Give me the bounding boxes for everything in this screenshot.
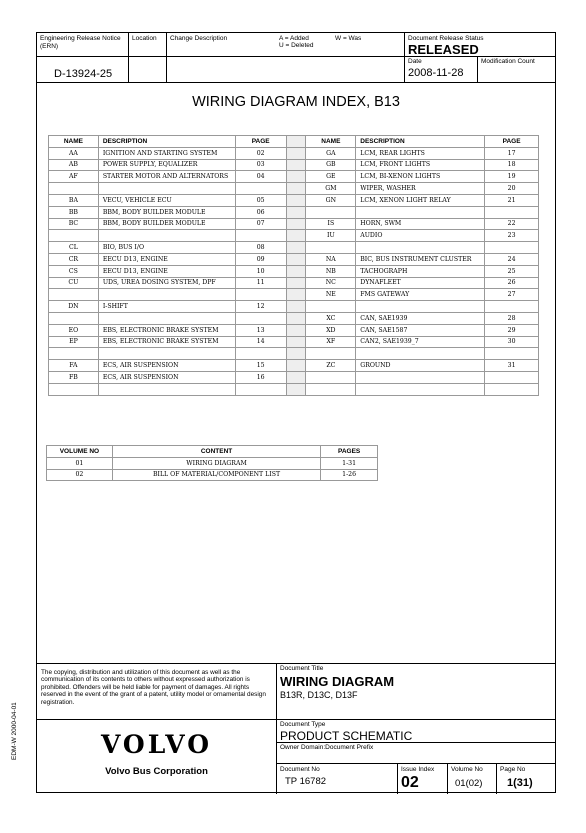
index-name-left: CL (49, 242, 99, 254)
index-page-left: 05 (235, 194, 286, 206)
index-page-left: 09 (235, 253, 286, 265)
index-table (48, 135, 539, 396)
document-type: PRODUCT SCHEMATIC (280, 729, 413, 743)
index-name-right: GA (306, 147, 356, 159)
index-name-left: CR (49, 253, 99, 265)
index-page-right: 27 (485, 289, 539, 301)
index-name-right (306, 348, 356, 360)
company-name: Volvo Bus Corporation (105, 766, 208, 777)
index-name-right: GN (306, 194, 356, 206)
index-name-left: FA (49, 360, 99, 372)
column-spacer (286, 348, 306, 360)
index-description-left: VECU, VEHICLE ECU (98, 194, 235, 206)
index-description-left: I-SHIFT (98, 301, 235, 313)
index-name-left: DN (49, 301, 99, 313)
index-page-right: 19 (485, 171, 539, 183)
index-row (49, 301, 539, 313)
column-spacer (286, 383, 306, 395)
index-name-right: NE (306, 289, 356, 301)
volume-content: BILL OF MATERIAL/COMPONENT LIST (112, 469, 320, 481)
index-page-left: 08 (235, 242, 286, 254)
index-name-right: NB (306, 265, 356, 277)
index-description-right: LCM, XENON LIGHT RELAY (356, 194, 485, 206)
index-name-left: EO (49, 324, 99, 336)
index-name-right: XC (306, 312, 356, 324)
volume-content: WIRING DIAGRAM (112, 457, 320, 469)
index-description-left (98, 312, 235, 324)
index-description-left: IGNITION AND STARTING SYSTEM (98, 147, 235, 159)
index-description-left: EBS, ELECTRONIC BRAKE SYSTEM (98, 336, 235, 348)
column-spacer (286, 301, 306, 313)
index-page-left: 10 (235, 265, 286, 277)
index-description-left: POWER SUPPLY, EQUALIZER (98, 159, 235, 171)
index-description-right: FMS GATEWAY (356, 289, 485, 301)
modification-count-label: Modification Count (481, 58, 535, 65)
index-row (49, 147, 539, 159)
change-description-label: Change Description (170, 35, 228, 42)
column-spacer (286, 289, 306, 301)
index-name-right: GB (306, 159, 356, 171)
volume-table (46, 445, 378, 481)
volume-row (47, 457, 378, 469)
index-page-left: 07 (235, 218, 286, 230)
column-spacer (286, 312, 306, 324)
volume-header-row (47, 446, 378, 458)
index-row (49, 206, 539, 218)
index-description-left (98, 348, 235, 360)
volume-row (47, 469, 378, 481)
column-spacer (286, 171, 306, 183)
index-description-right (356, 301, 485, 313)
index-name-left: FB (49, 371, 99, 383)
index-description-right: AUDIO (356, 230, 485, 242)
index-page-right: 20 (485, 183, 539, 195)
index-description-right: BIC, BUS INSTRUMENT CLUSTER (356, 253, 485, 265)
owner-domain-label: Owner Domain:Document Prefix (280, 744, 374, 751)
ern-label: Engineering Release Notice (ERN) (40, 35, 121, 50)
release-status-value: RELEASED (408, 42, 479, 57)
index-page-right: 30 (485, 336, 539, 348)
column-spacer (286, 218, 306, 230)
copyright-notice: The copying, distribution and utilization of this document as well as the communication of its contents to others without expressed authorization is prohibited. Offenders will be held liable for payment of damages. All rights reserved in the event of the grant of a patent, utility model or ornamental design registration. (41, 669, 266, 706)
index-name-right (306, 242, 356, 254)
column-spacer (286, 136, 306, 148)
index-description-left: BIO, BUS I/O (98, 242, 235, 254)
volume-no-value: 01(02) (455, 778, 483, 789)
location-label: Location (132, 35, 157, 42)
index-description-right (356, 371, 485, 383)
volume-pages: 1-31 (321, 457, 378, 469)
index-page-right (485, 206, 539, 218)
column-spacer (286, 242, 306, 254)
index-description-left: EECU D13, ENGINE (98, 265, 235, 277)
ern-value: D-13924-25 (54, 68, 113, 80)
index-description-right (356, 383, 485, 395)
index-page-left (235, 230, 286, 242)
index-description-left (98, 183, 235, 195)
index-name-left (49, 312, 99, 324)
index-description-right: GROUND (356, 360, 485, 372)
legend-added: A = Added (279, 35, 309, 42)
index-page-right: 22 (485, 218, 539, 230)
column-spacer (286, 206, 306, 218)
index-name-right (306, 383, 356, 395)
index-row (49, 336, 539, 348)
document-frame (36, 32, 556, 793)
index-description-right: LCM, BI-XENON LIGHTS (356, 171, 485, 183)
index-row (49, 371, 539, 383)
document-title: WIRING DIAGRAM (280, 674, 395, 689)
document-type-label: Document Type (280, 721, 326, 728)
index-name-left (49, 348, 99, 360)
index-page-left (235, 383, 286, 395)
volume-pages: 1-26 (321, 469, 378, 481)
column-spacer (286, 253, 306, 265)
index-page-right: 24 (485, 253, 539, 265)
index-page-left: 11 (235, 277, 286, 289)
index-page-right: 28 (485, 312, 539, 324)
column-spacer (286, 360, 306, 372)
index-name-left: BB (49, 206, 99, 218)
release-status-label: Document Release Status (408, 35, 484, 42)
index-page-right: 29 (485, 324, 539, 336)
index-page-right: 23 (485, 230, 539, 242)
index-page-right (485, 371, 539, 383)
index-description-right (356, 206, 485, 218)
column-spacer (286, 183, 306, 195)
index-description-left: BBM, BODY BUILDER MODULE (98, 218, 235, 230)
index-name-left: BC (49, 218, 99, 230)
index-row (49, 289, 539, 301)
header-description-right: DESCRIPTION (356, 136, 485, 148)
index-name-right (306, 301, 356, 313)
index-name-right: GM (306, 183, 356, 195)
index-page-right: 26 (485, 277, 539, 289)
header-pages: PAGES (321, 446, 378, 458)
index-description-right: DYNAFLEET (356, 277, 485, 289)
index-page-left: 14 (235, 336, 286, 348)
index-page-right (485, 242, 539, 254)
index-description-right: CAN, SAE1587 (356, 324, 485, 336)
index-name-right: XF (306, 336, 356, 348)
index-name-left (49, 383, 99, 395)
index-description-right: LCM, FRONT LIGHTS (356, 159, 485, 171)
index-page-left: 02 (235, 147, 286, 159)
index-description-right: CAN, SAE1939 (356, 312, 485, 324)
volume-no: 01 (47, 457, 113, 469)
index-page-left: 06 (235, 206, 286, 218)
index-row (49, 242, 539, 254)
index-page-left: 12 (235, 301, 286, 313)
index-name-left: AB (49, 159, 99, 171)
index-name-left (49, 230, 99, 242)
index-name-left: CS (49, 265, 99, 277)
index-name-right: XD (306, 324, 356, 336)
column-spacer (286, 194, 306, 206)
index-description-left: EECU D13, ENGINE (98, 253, 235, 265)
index-description-right: HORN, SWM (356, 218, 485, 230)
index-row (49, 194, 539, 206)
index-name-left: EP (49, 336, 99, 348)
index-page-left (235, 312, 286, 324)
document-models: B13R, D13C, D13F (280, 690, 358, 700)
index-row (49, 277, 539, 289)
header-content: CONTENT (112, 446, 320, 458)
index-name-right: IS (306, 218, 356, 230)
index-description-left: BBM, BODY BUILDER MODULE (98, 206, 235, 218)
date-label: Date (408, 58, 422, 65)
column-spacer (286, 277, 306, 289)
index-name-left: AF (49, 171, 99, 183)
index-description-right: LCM, REAR LIGHTS (356, 147, 485, 159)
index-page-left: 16 (235, 371, 286, 383)
index-row (49, 218, 539, 230)
header-page-right: PAGE (485, 136, 539, 148)
column-spacer (286, 230, 306, 242)
index-row (49, 383, 539, 395)
column-spacer (286, 265, 306, 277)
column-spacer (286, 371, 306, 383)
header-name-right: NAME (306, 136, 356, 148)
header-name-left: NAME (49, 136, 99, 148)
index-description-right: TACHOGRAPH (356, 265, 485, 277)
legend-was: W = Was (335, 35, 362, 42)
index-name-right: ZC (306, 360, 356, 372)
index-row (49, 171, 539, 183)
form-code: EDM-W 2000-04-01 (11, 702, 18, 760)
index-page-left (235, 183, 286, 195)
legend-deleted: U = Deleted (279, 42, 314, 49)
index-description-right: WIPER, WASHER (356, 183, 485, 195)
index-description-left: ECS, AIR SUSPENSION (98, 360, 235, 372)
index-description-left: STARTER MOTOR AND ALTERNATORS (98, 171, 235, 183)
index-description-right (356, 348, 485, 360)
index-page-right (485, 301, 539, 313)
header-volume-no: VOLUME NO (47, 446, 113, 458)
index-name-left: AA (49, 147, 99, 159)
index-description-left: EBS, ELECTRONIC BRAKE SYSTEM (98, 324, 235, 336)
index-page-right: 25 (485, 265, 539, 277)
index-page-right: 18 (485, 159, 539, 171)
index-page-right: 31 (485, 360, 539, 372)
index-row (49, 360, 539, 372)
column-spacer (286, 324, 306, 336)
column-spacer (286, 147, 306, 159)
index-page-right: 21 (485, 194, 539, 206)
index-description-right (356, 242, 485, 254)
index-name-right (306, 371, 356, 383)
index-name-right: IU (306, 230, 356, 242)
index-row (49, 159, 539, 171)
page-no-label: Page No (500, 766, 526, 773)
index-page-right (485, 383, 539, 395)
index-row (49, 324, 539, 336)
index-row (49, 348, 539, 360)
header-description-left: DESCRIPTION (98, 136, 235, 148)
index-name-right (306, 206, 356, 218)
index-page-right (485, 348, 539, 360)
index-page-left: 04 (235, 171, 286, 183)
volvo-logo: VOLVO (100, 730, 213, 759)
issue-index-value: 02 (401, 774, 419, 791)
document-title-label: Document Title (280, 665, 324, 672)
index-row (49, 312, 539, 324)
header-page-left: PAGE (235, 136, 286, 148)
index-name-left (49, 289, 99, 301)
index-description-left (98, 289, 235, 301)
column-spacer (286, 336, 306, 348)
index-name-left (49, 183, 99, 195)
index-page-left (235, 289, 286, 301)
index-page-left: 03 (235, 159, 286, 171)
issue-index-label: Issue Index (401, 766, 435, 773)
date-value: 2008-11-28 (408, 67, 464, 79)
index-name-right: GE (306, 171, 356, 183)
index-row (49, 265, 539, 277)
index-description-left: UDS, UREA DOSING SYSTEM, DPF (98, 277, 235, 289)
page-no-value: 1(31) (507, 777, 533, 789)
index-page-left: 15 (235, 360, 286, 372)
index-page-left: 13 (235, 324, 286, 336)
document-no-label: Document No (280, 766, 320, 773)
index-description-left (98, 230, 235, 242)
volume-no: 02 (47, 469, 113, 481)
index-name-left: BA (49, 194, 99, 206)
index-page-right: 17 (485, 147, 539, 159)
index-page-left (235, 348, 286, 360)
index-description-left (98, 383, 235, 395)
index-header-row (49, 136, 539, 148)
index-description-right: CAN2, SAE1939_7 (356, 336, 485, 348)
volume-no-label: Volume No (451, 766, 483, 773)
index-row (49, 253, 539, 265)
index-name-right: NC (306, 277, 356, 289)
index-name-left: CU (49, 277, 99, 289)
column-spacer (286, 159, 306, 171)
index-row (49, 230, 539, 242)
index-name-right: NA (306, 253, 356, 265)
page-title: WIRING DIAGRAM INDEX, B13 (192, 94, 400, 110)
index-description-left: ECS, AIR SUSPENSION (98, 371, 235, 383)
index-row (49, 183, 539, 195)
document-no: TP 16782 (285, 776, 327, 787)
